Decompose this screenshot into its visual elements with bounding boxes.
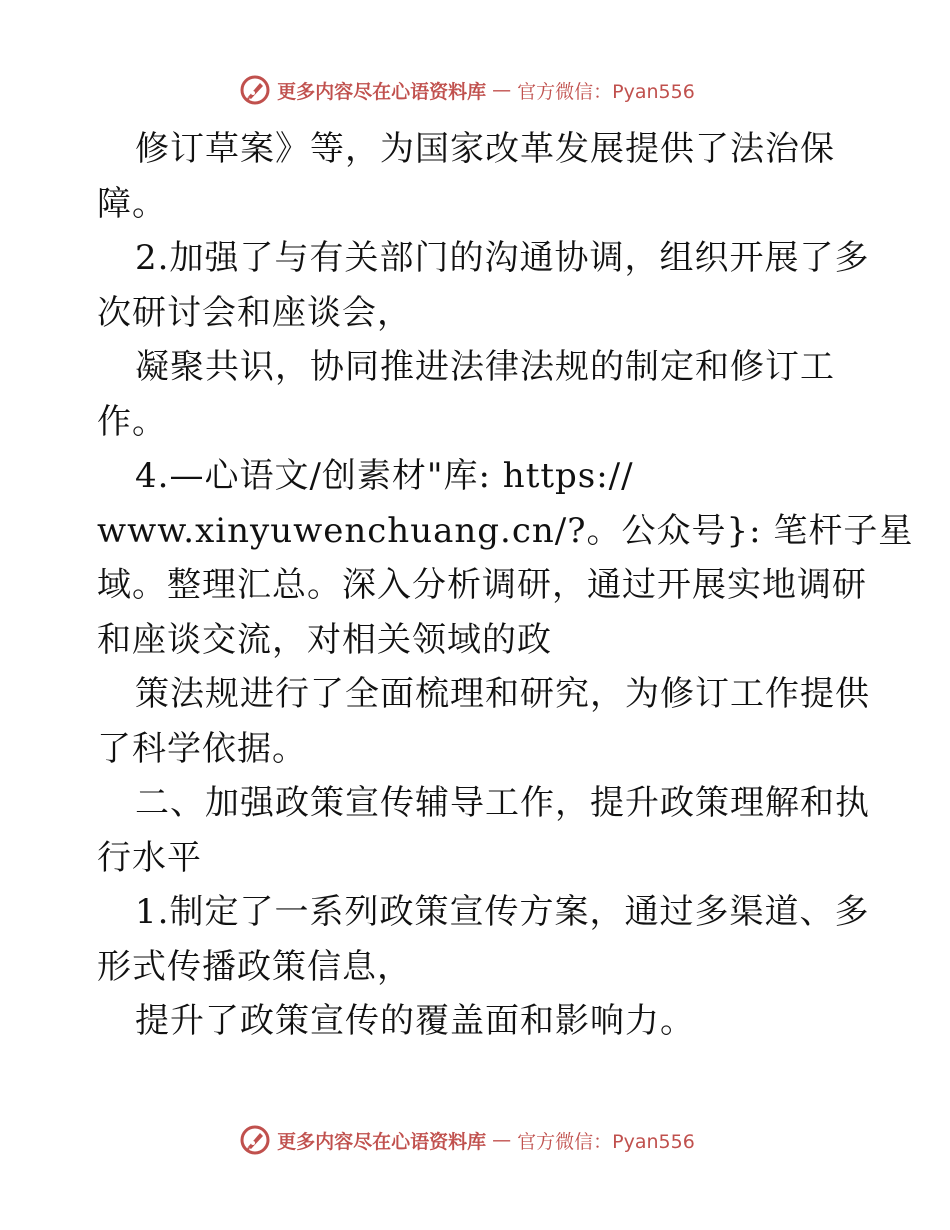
- text-line: 凝聚共识，协同推进法律法规的制定和修订工: [135, 347, 835, 387]
- text-line: 行水平: [97, 837, 202, 878]
- text-line: 1.制定了一系列政策宣传方案，通过多渠道、多: [135, 892, 870, 932]
- header-banner-inner: [239, 74, 695, 106]
- text-line: 障。: [97, 183, 167, 224]
- text-line: www.xinyuwenchuang.cn/?。公众号}: 笔杆子星: [97, 510, 914, 551]
- text-line: 形式传播政策信息，: [97, 946, 412, 987]
- text-line: 2.加强了与有关部门的沟通协调，组织开展了多: [135, 238, 870, 278]
- footer-banner-inner: [239, 1124, 695, 1156]
- text-line: 二、加强政策宣传辅导工作，提升政策理解和执: [135, 783, 870, 823]
- footer-brand-text: 更多内容尽在心语资料库: [277, 1130, 487, 1153]
- text-line: 修订草案》等，为国家改革发展提供了法治保: [135, 129, 835, 169]
- footer-wechat-label: 官方微信：Pyan556: [517, 1130, 695, 1153]
- text-line: 次研讨会和座谈会，: [97, 292, 412, 333]
- header-brand-text: 更多内容尽在心语资料库: [277, 80, 487, 103]
- header-banner: [0, 70, 950, 110]
- pen-logo-icon: [239, 74, 271, 106]
- text-line: 域。整理汇总。深入分析调研，通过开展实地调研: [97, 565, 867, 605]
- text-line: 作。: [97, 401, 167, 442]
- text-line: 4.—心语文/创素材"库: https://: [135, 456, 634, 496]
- text-line: 了科学依据。: [97, 728, 307, 769]
- document-body: [97, 122, 914, 1049]
- header-separator: —: [492, 79, 512, 101]
- text-line: 和座谈交流，对相关领域的政: [97, 619, 552, 660]
- text-line: 提升了政策宣传的覆盖面和影响力。: [135, 1001, 695, 1041]
- footer-banner: [0, 1120, 950, 1160]
- text-line: 策法规进行了全面梳理和研究，为修订工作提供: [135, 674, 870, 714]
- footer-separator: —: [492, 1129, 512, 1151]
- header-wechat-label: 官方微信：Pyan556: [517, 80, 695, 103]
- pen-logo-icon: [239, 1124, 271, 1156]
